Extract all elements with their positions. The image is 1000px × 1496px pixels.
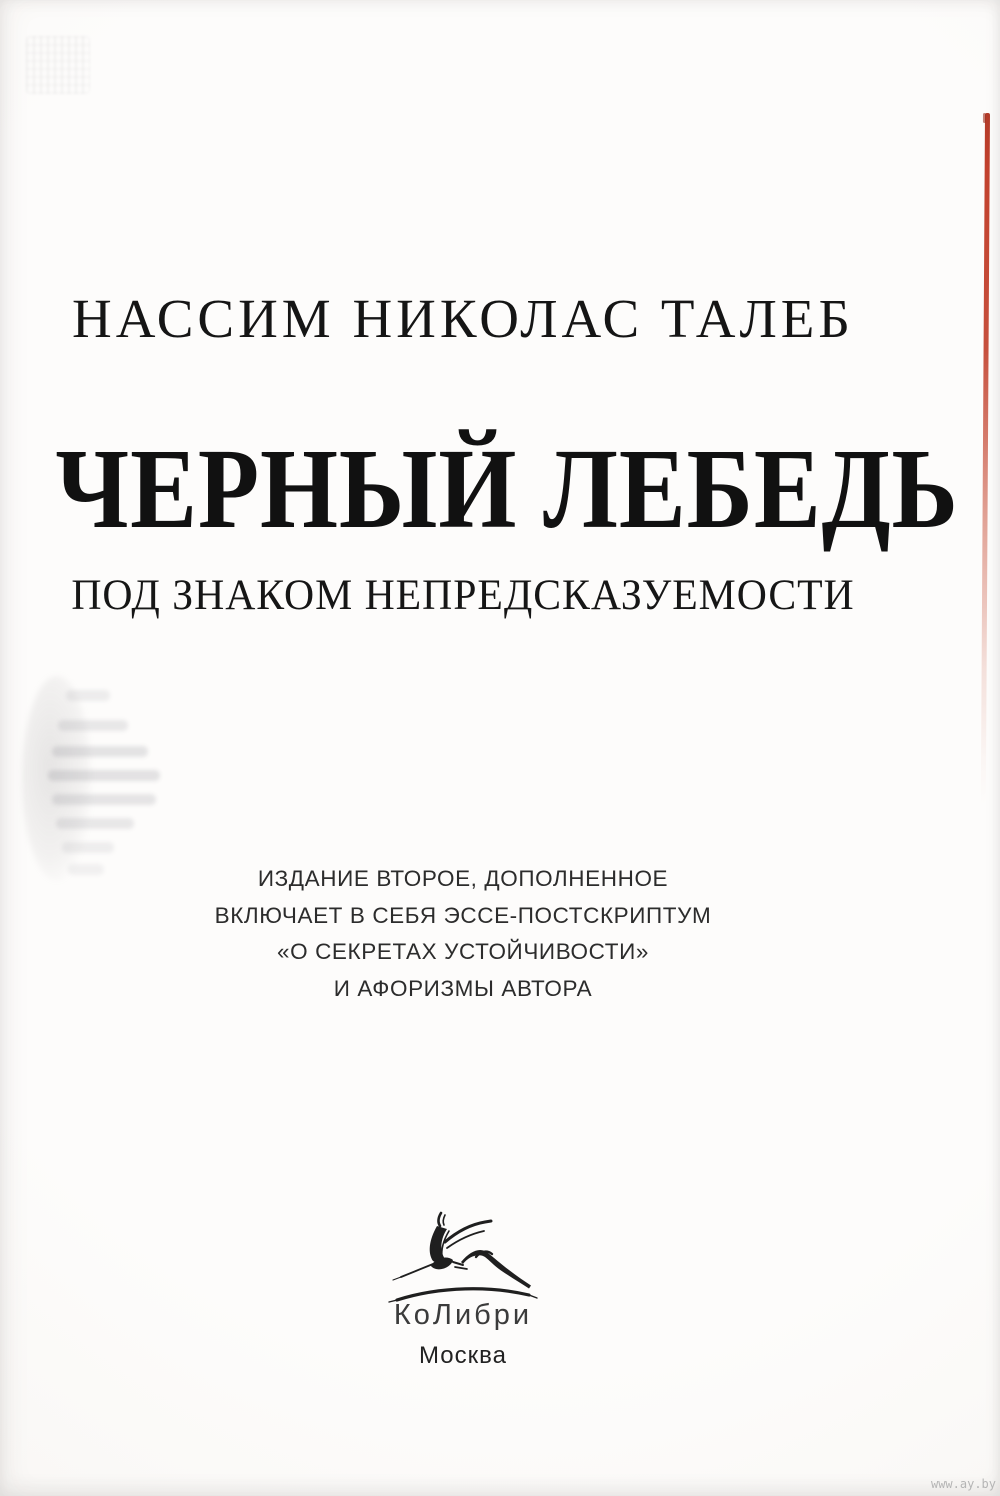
edition-line: И АФОРИЗМЫ АВТОРА — [333, 975, 593, 1001]
red-bookmark-stripe — [981, 113, 990, 805]
edition-line: «О СЕКРЕТАХ УСТОЙЧИВОСТИ» — [277, 939, 649, 964]
publisher-block — [0, 1198, 926, 1330]
edition-note — [0, 861, 926, 1007]
book-subtitle: ПОД ЗНАКОМ НЕПРЕДСКАЗУЕМОСТИ — [71, 572, 855, 619]
publisher-name: КоЛибри — [393, 1299, 533, 1331]
hummingbird-icon — [381, 1198, 546, 1303]
watermark-text: www.ay.by — [930, 1477, 996, 1491]
book-title: ЧЕРНЫЙ ЛЕБЕДЬ — [55, 425, 959, 552]
publisher-city: Москва — [419, 1342, 507, 1369]
edition-line: ВКЛЮЧАЕТ В СЕБЯ ЭССЕ-ПОСТСКРИПТУМ — [214, 902, 712, 928]
author-name: НАССИМ НИКОЛАС ТАЛЕБ — [72, 288, 854, 349]
edition-line: ИЗДАНИЕ ВТОРОЕ, ДОПОЛНЕННОЕ — [257, 866, 669, 891]
